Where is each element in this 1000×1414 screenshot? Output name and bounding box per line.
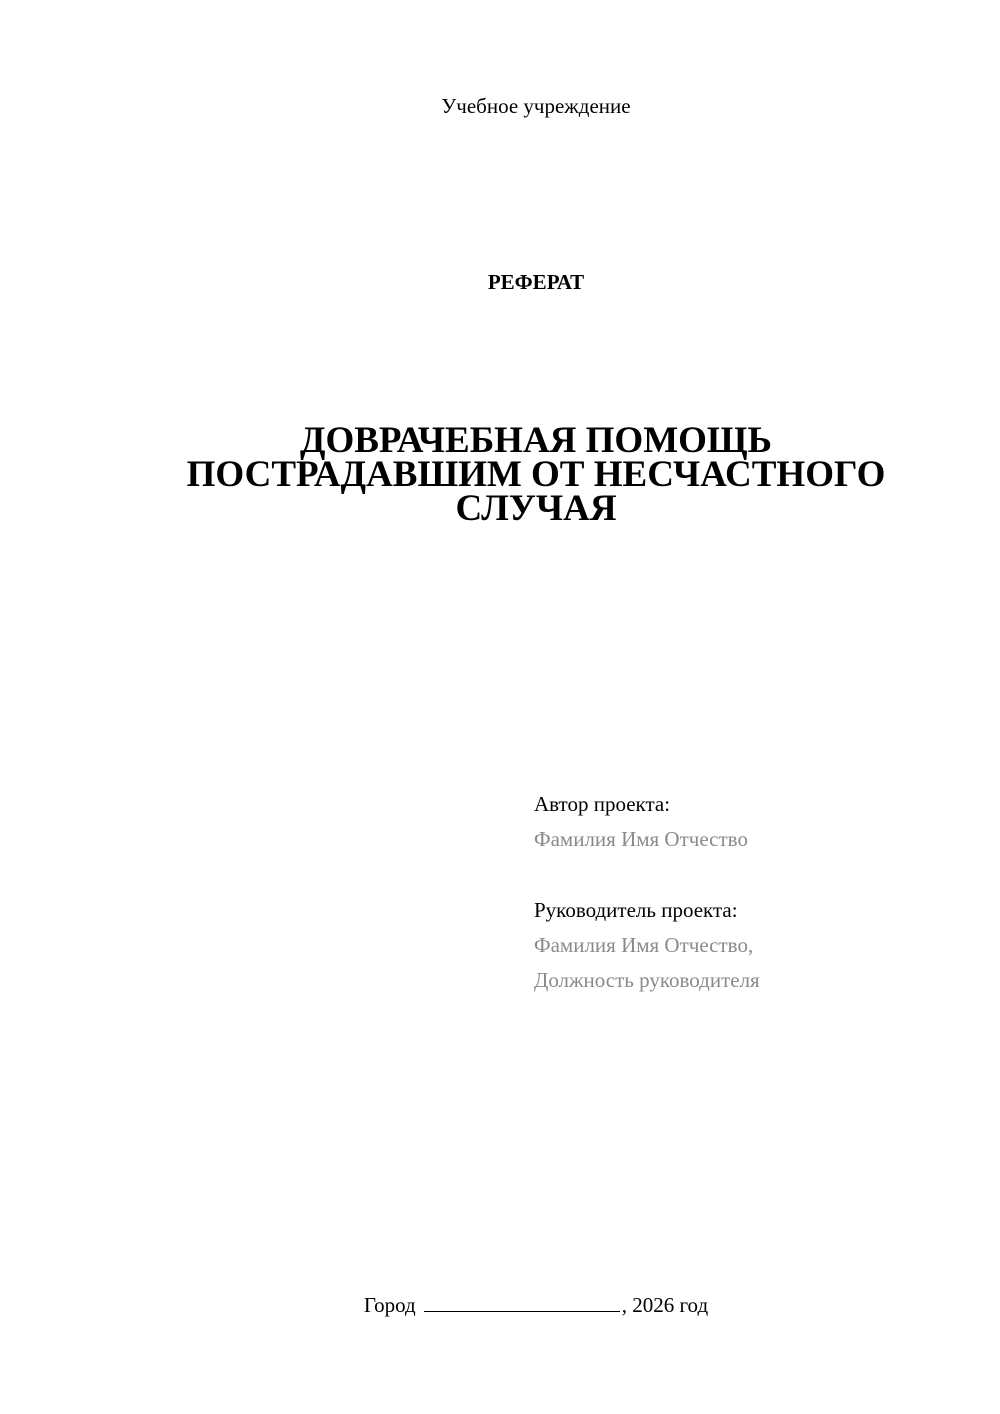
author-label: Автор проекта: <box>534 792 671 816</box>
supervisor-position: Должность руководителя <box>534 968 760 992</box>
author-block <box>534 787 748 857</box>
author-name: Фамилия Имя Отчество <box>534 827 748 851</box>
supervisor-block <box>534 893 760 998</box>
title-line: ПОСТРАДАВШИМ ОТ НЕСЧАСТНОГО <box>186 454 886 495</box>
supervisor-label: Руководитель проекта: <box>534 898 738 922</box>
supervisor-name: Фамилия Имя Отчество, <box>534 933 754 957</box>
city-blank-line <box>424 1291 620 1312</box>
footer-city-year <box>0 1290 1000 1320</box>
document-title <box>0 420 1000 529</box>
city-label: Город <box>363 1293 416 1317</box>
year-text: , 2026 год <box>621 1293 709 1317</box>
institution-name: Учебное учреждение <box>441 94 631 118</box>
title-line: ДОВРАЧЕБНАЯ ПОМОЩЬ <box>299 420 772 461</box>
document-type: РЕФЕРАТ <box>487 270 585 294</box>
title-line: СЛУЧАЯ <box>455 488 617 529</box>
